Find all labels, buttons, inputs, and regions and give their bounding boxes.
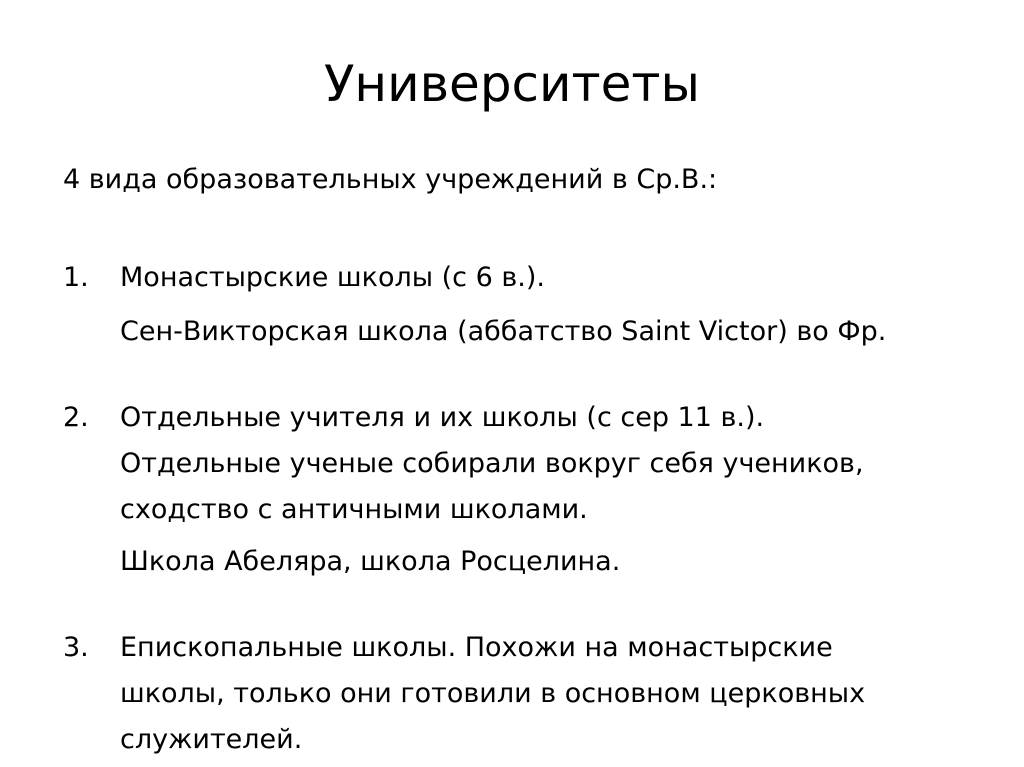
list-item-text: Отдельные учителя и их школы (с сер 11 в.). [120,402,765,433]
list-item [63,395,963,585]
list-item-text: служителей. [120,724,303,755]
intro-text: 4 вида образовательных учреждений в Ср.В.: [63,164,718,195]
list-item [63,625,963,763]
list-item-text: Епископальные школы. Похожи на монастырские [120,632,833,663]
list-item-number: 3. [63,632,89,663]
list-item-number: 1. [63,262,89,293]
list-item-example: Сен-Викторская школа (аббатство Saint Victor) во Фр. [120,316,887,347]
list-item-text: школы, только они готовили в основном церковных [120,678,866,709]
slide-title: Университеты [323,55,701,113]
list-item-text: Монастырские школы (с 6 в.). [120,262,545,293]
list-item-text: сходство с античными школами. [120,494,588,525]
list-item [63,255,963,355]
slide-body [63,157,963,763]
list-item-number: 2. [63,402,89,433]
list-item-text: Отдельные ученые собирали вокруг себя учеников, [120,448,864,479]
list-item-example: Школа Абеляра, школа Росцелина. [120,546,621,577]
